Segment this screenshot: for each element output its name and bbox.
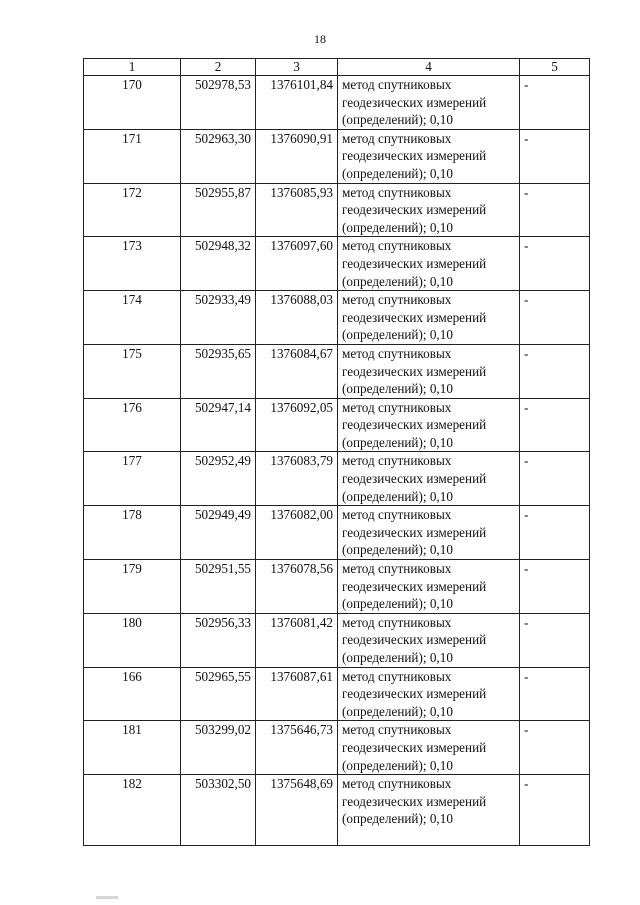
column-header-1: 1 [84, 59, 181, 76]
coordinate-x: 502956,33 [181, 613, 256, 667]
coordinate-x: 502963,30 [181, 129, 256, 183]
method-line-3: (определений); 0,10 [342, 219, 453, 235]
coordinate-x: 502933,49 [181, 291, 256, 345]
method-line-2: геодезических измерений [342, 632, 487, 648]
method-line-1: метод спутниковых [342, 668, 452, 684]
coordinate-y: 1376090,91 [256, 129, 338, 183]
method-line-3: (определений); 0,10 [342, 488, 453, 504]
table-row [84, 667, 590, 721]
method-cell [338, 506, 520, 560]
method-line-1: метод спутниковых [342, 399, 452, 415]
coordinate-x: 502948,32 [181, 237, 256, 291]
method-line-2: геодезических измерений [342, 202, 487, 218]
method-cell [338, 613, 520, 667]
point-number: 172 [84, 183, 181, 237]
table-row [84, 506, 590, 560]
point-number: 171 [84, 129, 181, 183]
table-row [84, 721, 590, 775]
coordinate-y: 1376078,56 [256, 560, 338, 614]
method-line-3: (определений); 0,10 [342, 703, 453, 719]
coordinate-y: 1375648,69 [256, 775, 338, 846]
method-line-1: метод спутниковых [342, 722, 452, 738]
coordinate-x: 503302,50 [181, 775, 256, 846]
method-line-1: метод спутниковых [342, 292, 452, 308]
page-number: 18 [314, 32, 326, 46]
method-cell [338, 667, 520, 721]
point-number: 176 [84, 398, 181, 452]
table-row [84, 129, 590, 183]
method-line-1: метод спутниковых [342, 184, 452, 200]
note-cell: - [520, 398, 590, 452]
table-row [84, 76, 590, 130]
method-line-3: (определений); 0,10 [342, 811, 453, 827]
coordinate-x: 502951,55 [181, 560, 256, 614]
note-cell: - [520, 667, 590, 721]
method-line-2: геодезических измерений [342, 686, 487, 702]
coordinate-y: 1376087,61 [256, 667, 338, 721]
coordinate-x: 502947,14 [181, 398, 256, 452]
method-cell [338, 775, 520, 846]
table-row [84, 613, 590, 667]
coordinate-x: 503299,02 [181, 721, 256, 775]
note-cell: - [520, 560, 590, 614]
table-row [84, 183, 590, 237]
table-header-row [84, 59, 590, 76]
method-line-3: (определений); 0,10 [342, 650, 453, 665]
method-cell [338, 76, 520, 130]
method-line-3: (определений); 0,10 [342, 165, 453, 181]
method-cell [338, 560, 520, 614]
note-cell: - [520, 183, 590, 237]
method-line-3: (определений); 0,10 [342, 273, 453, 289]
method-cell [338, 398, 520, 452]
note-cell: - [520, 721, 590, 775]
coordinate-x: 502952,49 [181, 452, 256, 506]
method-line-3: (определений); 0,10 [342, 112, 453, 128]
method-line-3: (определений); 0,10 [342, 434, 453, 450]
method-line-2: геодезических измерений [342, 417, 487, 433]
point-number: 177 [84, 452, 181, 506]
coordinate-y: 1376083,79 [256, 452, 338, 506]
point-number: 166 [84, 667, 181, 721]
method-line-3: (определений); 0,10 [342, 381, 453, 397]
method-line-3: (определений); 0,10 [342, 542, 453, 558]
table-row [84, 237, 590, 291]
table-row [84, 452, 590, 506]
note-cell: - [520, 291, 590, 345]
note-cell: - [520, 613, 590, 667]
point-number: 174 [84, 291, 181, 345]
method-line-2: геодезических измерений [342, 148, 487, 164]
method-line-3: (определений); 0,10 [342, 327, 453, 343]
method-line-1: метод спутниковых [342, 130, 452, 146]
method-cell [338, 183, 520, 237]
coordinate-y: 1376097,60 [256, 237, 338, 291]
coordinates-table [83, 58, 590, 846]
coordinate-x: 502965,55 [181, 667, 256, 721]
method-line-3: (определений); 0,10 [342, 757, 453, 773]
method-cell [338, 291, 520, 345]
table-body [84, 76, 590, 846]
method-line-2: геодезических измерений [342, 255, 487, 271]
method-line-1: метод спутниковых [342, 776, 452, 792]
coordinate-y: 1376088,03 [256, 291, 338, 345]
table-row [84, 344, 590, 398]
note-cell: - [520, 344, 590, 398]
method-line-1: метод спутниковых [342, 238, 452, 254]
coordinate-y: 1376092,05 [256, 398, 338, 452]
table-row [84, 398, 590, 452]
method-cell [338, 344, 520, 398]
coordinate-x: 502949,49 [181, 506, 256, 560]
method-line-2: геодезических измерений [342, 739, 487, 755]
method-cell [338, 452, 520, 506]
method-line-2: геодезических измерений [342, 309, 487, 325]
method-line-1: метод спутниковых [342, 614, 452, 630]
point-number: 179 [84, 560, 181, 614]
coordinate-y: 1376085,93 [256, 183, 338, 237]
column-header-2: 2 [181, 59, 256, 76]
method-line-1: метод спутниковых [342, 561, 452, 577]
point-number: 180 [84, 613, 181, 667]
scan-artifact [96, 896, 118, 899]
method-line-1: метод спутниковых [342, 77, 452, 92]
note-cell: - [520, 775, 590, 846]
method-line-2: геодезических измерений [342, 793, 487, 809]
point-number: 175 [84, 344, 181, 398]
point-number: 181 [84, 721, 181, 775]
column-header-3: 3 [256, 59, 338, 76]
method-line-2: геодезических измерений [342, 471, 487, 487]
method-line-2: геодезических измерений [342, 94, 487, 110]
method-line-2: геодезических измерений [342, 363, 487, 379]
method-line-2: геодезических измерений [342, 524, 487, 540]
method-line-3: (определений); 0,10 [342, 596, 453, 612]
method-line-1: метод спутниковых [342, 345, 452, 361]
coordinate-x: 502935,65 [181, 344, 256, 398]
table-row [84, 291, 590, 345]
method-cell [338, 721, 520, 775]
note-cell: - [520, 129, 590, 183]
table-row [84, 560, 590, 614]
table-row [84, 775, 590, 846]
note-cell: - [520, 506, 590, 560]
coordinate-y: 1376101,84 [256, 76, 338, 130]
point-number: 178 [84, 506, 181, 560]
column-header-4: 4 [338, 59, 520, 76]
coordinate-y: 1376081,42 [256, 613, 338, 667]
coordinate-y: 1375646,73 [256, 721, 338, 775]
note-cell: - [520, 237, 590, 291]
coordinate-y: 1376084,67 [256, 344, 338, 398]
column-header-5: 5 [520, 59, 590, 76]
coordinate-x: 502955,87 [181, 183, 256, 237]
method-line-2: геодезических измерений [342, 578, 487, 594]
method-cell [338, 237, 520, 291]
coordinate-y: 1376082,00 [256, 506, 338, 560]
point-number: 173 [84, 237, 181, 291]
note-cell: - [520, 76, 590, 130]
method-cell [338, 129, 520, 183]
coordinate-x: 502978,53 [181, 76, 256, 130]
point-number: 182 [84, 775, 181, 846]
method-line-1: метод спутниковых [342, 507, 452, 523]
note-cell: - [520, 452, 590, 506]
point-number: 170 [84, 76, 181, 130]
method-line-1: метод спутниковых [342, 453, 452, 469]
